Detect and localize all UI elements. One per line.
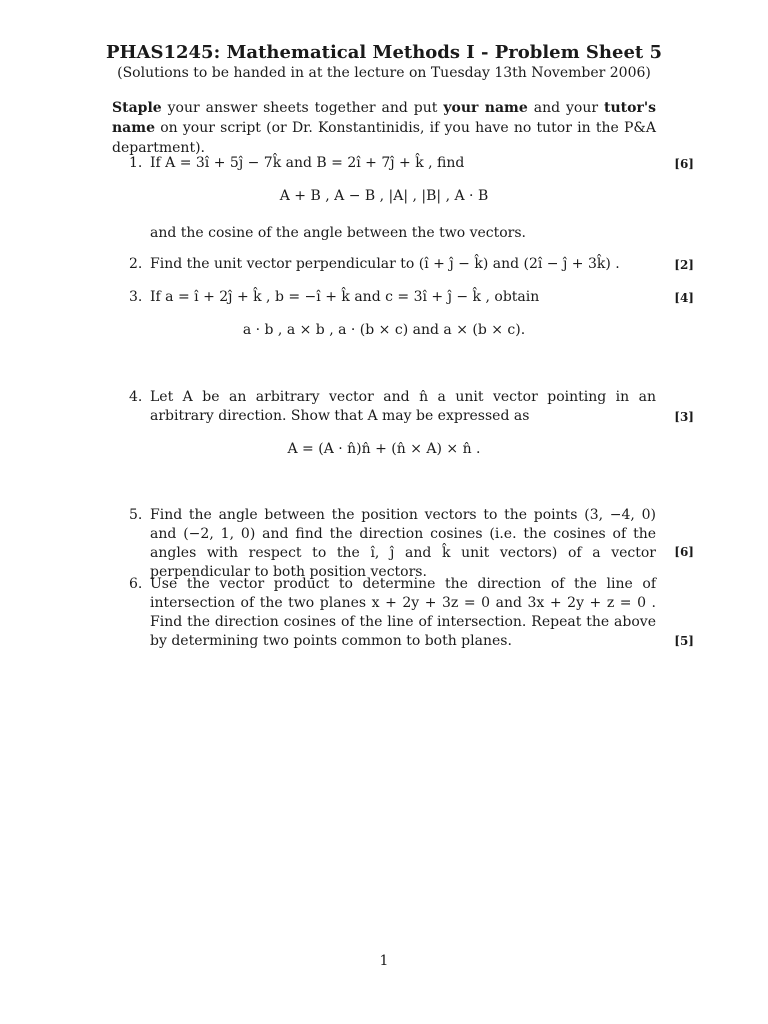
instruction-text-1: your answer sheets together and put [161,100,444,116]
question-number: 6. [129,576,143,592]
question-4 [112,388,656,426]
question-marks: [6] [674,545,694,559]
question-number: 5. [129,507,143,523]
question-text: Find the unit vector perpendicular to (î + ĵ − k̂) and (2î − ĵ + 3k̂) . [150,256,620,272]
instructions-paragraph [112,98,656,158]
instruction-text-3: on your script (or Dr. Konstantinidis, if you have no tutor in the P&A department). [112,120,656,156]
question-marks: [2] [674,258,694,272]
question-text: Use the vector product to determine the direction of the line of intersection of the two planes x + 2y + 3z = 0 and 3x + 2y + z = 0 . Find the direction cosines of the line of intersection. Repeat the above by determining two points common to both planes. [150,576,656,649]
question-5 [112,506,656,582]
question-text: If a = î + 2ĵ + k̂ , b = −î + k̂ and c = 3î + ĵ − k̂ , obtain [150,289,540,305]
page-title: PHAS1245: Mathematical Methods I - Problem Sheet 5 [105,42,663,63]
question-display-equation: A + B , A − B , |A| , |B| , A · B [279,188,489,204]
question-display-equation: a · b , a × b , a · (b × c) and a × (b × c). [242,322,526,338]
question-number: 3. [129,289,143,305]
question-display-equation: A = (A · n̂)n̂ + (n̂ × A) × n̂ . [287,441,481,457]
question-marks: [5] [674,634,694,648]
question-2 [112,255,656,274]
question-text-continued: and the cosine of the angle between the two vectors. [150,225,526,241]
instruction-bold-staple: Staple [112,100,162,116]
instruction-text-2: and your [527,100,605,116]
question-number: 4. [129,389,143,405]
instruction-bold-tutor: tutor's name [112,100,657,136]
question-number: 1. [129,155,143,171]
question-marks: [6] [674,157,694,171]
question-text: If A = 3î + 5ĵ − 7k̂ and B = 2î + 7ĵ + k̂ , find [150,155,465,171]
page-number: 1 [379,953,389,969]
question-6 [112,575,656,651]
instruction-bold-name: your name [443,100,528,116]
question-1-continuation [112,224,656,243]
question-marks: [3] [674,410,694,424]
question-text: Find the angle between the position vectors to the points (3, −4, 0) and (−2, 1, 0) and find the direction cosines (i.e. the cosines of the angles with respect to the î, ĵ and k̂ unit vectors) of a vector perpendicular to both position vectors. [150,507,656,580]
question-text: Let A be an arbitrary vector and n̂ a unit vector pointing in an arbitrary direction. Show that A may be expressed as [150,389,656,424]
question-1 [112,154,656,173]
question-number: 2. [129,256,143,272]
question-3 [112,288,656,307]
page-subtitle: (Solutions to be handed in at the lecture on Tuesday 13th November 2006) [117,65,651,81]
question-marks: [4] [674,291,694,305]
